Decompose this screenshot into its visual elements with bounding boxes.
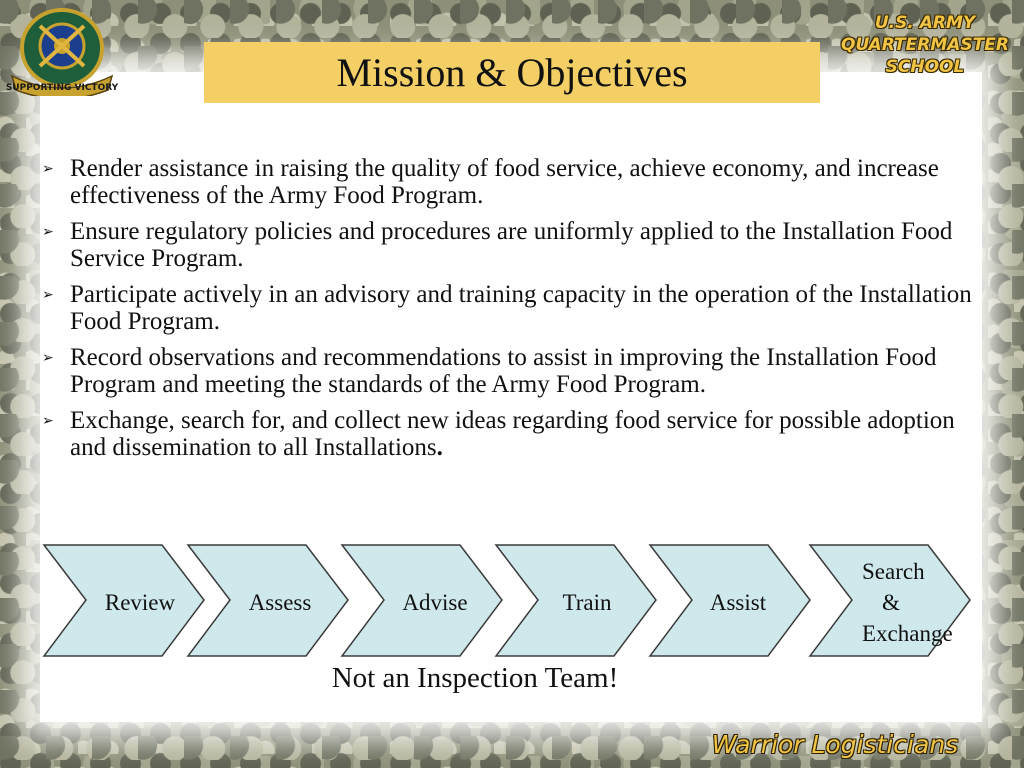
bullet-text: Exchange, search for, and collect new ideas regarding food service for possible adoption and dissemination to all Installations: [70, 407, 955, 461]
step-review-label: Review: [104, 590, 176, 615]
school-line-1: U.S. ARMY: [874, 13, 976, 33]
list-item: [40, 155, 975, 209]
list-item: [40, 407, 975, 461]
tagline: Not an Inspection Team!: [331, 662, 619, 694]
slide-title: Mission & Objectives: [204, 42, 820, 103]
bullet-text: Record observations and recommendations to assist in improving the Installation Food Program and meeting the standards of the Army Food Program.: [70, 344, 937, 398]
school-line-2: QUARTERMASTER: [841, 35, 1009, 55]
arrow-bullet-icon: ➢: [42, 161, 54, 177]
school-line-3: SCHOOL: [885, 57, 965, 77]
quartermaster-insignia-icon: [6, 4, 118, 96]
logo-banner-text: SUPPORTING VICTORY: [6, 83, 118, 93]
step-search-line: Search: [862, 559, 925, 584]
bullet-trailing-period: .: [436, 434, 443, 461]
arrow-bullet-icon: ➢: [42, 350, 54, 366]
objectives-list: [40, 155, 975, 470]
step-search-exchange-label: [850, 556, 970, 649]
footer-slogan: Warrior Logisticians: [711, 730, 959, 759]
list-item: [40, 281, 975, 335]
step-assess-label: Assess: [248, 590, 312, 615]
step-train-label: Train: [562, 590, 612, 615]
step-ampersand-line: &: [882, 590, 900, 615]
list-item: [40, 344, 975, 398]
arrow-bullet-icon: ➢: [42, 224, 54, 240]
arrow-bullet-icon: ➢: [42, 413, 54, 429]
arrow-bullet-icon: ➢: [42, 287, 54, 303]
step-exchange-line: Exchange: [862, 621, 953, 646]
bullet-text: Participate actively in an advisory and training capacity in the operation of the Installation Food Program.: [70, 281, 972, 335]
step-advise-label: Advise: [402, 590, 468, 615]
step-assist-label: Assist: [709, 590, 767, 615]
list-item: [40, 218, 975, 272]
process-flow: [40, 542, 980, 662]
bullet-text: Render assistance in raising the quality of food service, achieve economy, and increase effectiveness of the Army Food Program.: [70, 155, 939, 209]
school-label: [832, 12, 1018, 78]
bullet-text: Ensure regulatory policies and procedures are uniformly applied to the Installation Food Service Program.: [70, 218, 953, 272]
